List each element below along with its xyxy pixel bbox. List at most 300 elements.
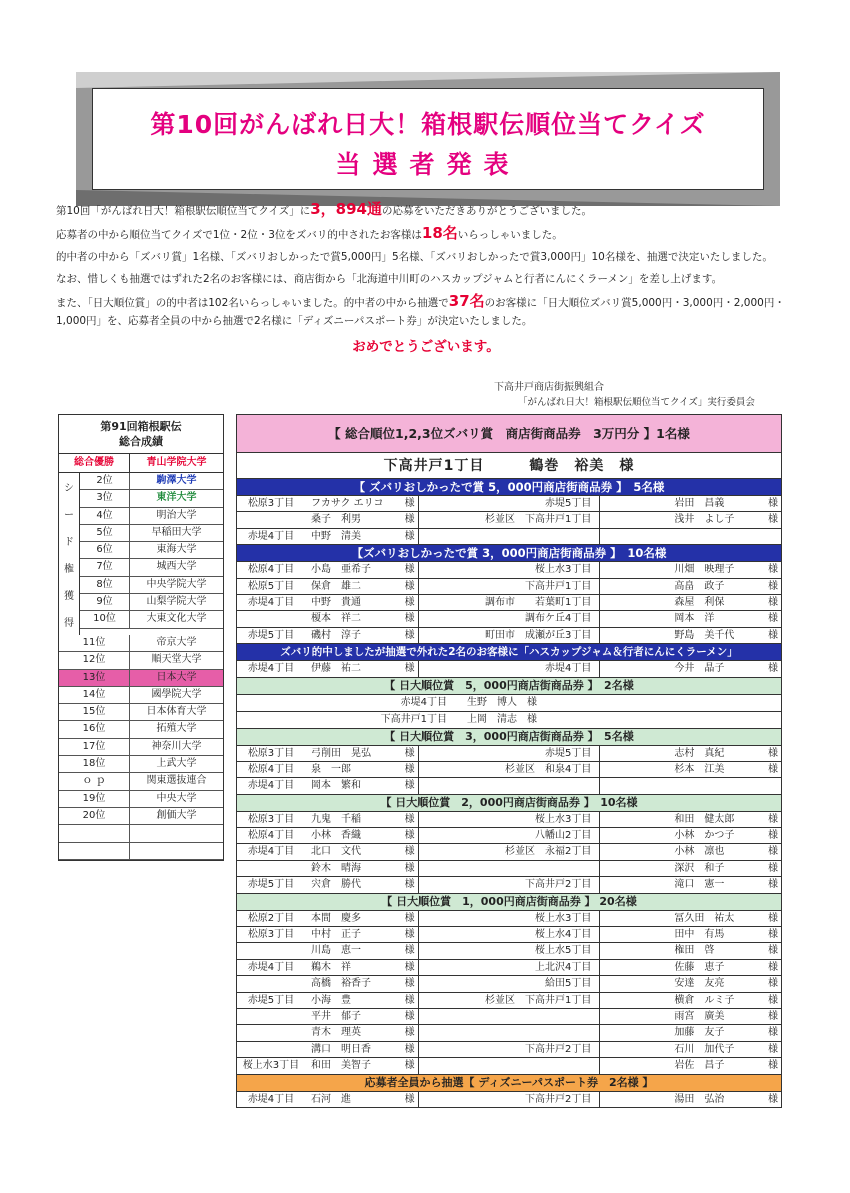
winner-area: 松原5丁目 [247,580,295,592]
winner-cell [237,762,419,777]
winner-area [237,943,305,958]
standings-row [59,773,223,790]
standings-place: 8位 [80,577,130,593]
winner-cell [600,911,781,926]
winner-area: 赤堤5丁目 [544,498,592,509]
winner-cell [419,1025,601,1040]
winner-row [237,511,781,527]
winner-area: 給田5丁目 [544,978,592,990]
grand-prize-winner: 下高井戸1丁目 鶴巻 裕美 様 [237,452,781,478]
standings-team: 早稲田大学 [151,526,202,538]
standings-seed-block [59,473,223,635]
winner-name: 宍倉 勝代 [311,879,361,891]
winner-cell [600,1092,781,1107]
standings-place: 9位 [80,594,130,610]
standings-row [80,594,223,611]
winner-name: 中野 貴通 [311,596,361,608]
winner-area: 桜上水3丁目 [534,912,592,924]
winner-row [237,926,781,942]
winner-area: 松原3丁目 [247,747,295,759]
winner-cell [237,1092,419,1107]
winner-area [600,828,668,843]
standings-place: 5位 [80,525,130,541]
standings-row [59,652,223,669]
winner-row [237,1041,781,1057]
winner-name: 杉本 江美 [674,763,725,775]
winner-honorific [765,778,781,793]
winner-area: 桜上水5丁目 [534,945,592,957]
standings-row [59,756,223,773]
winner-honorific: 様 [404,780,415,792]
winner-honorific: 様 [404,763,415,775]
winner-name: 岡本 洋 [674,613,715,625]
standings-team: 東海大学 [156,544,197,556]
page-title: 第10回がんばれ日大！箱根駅伝順位当てクイズ [150,110,706,139]
standings-row [59,704,223,721]
intro-p2-a: 応募者の中から順位当てクイズで1位・2位・3位をズバリ的中されたお客様は [56,229,422,241]
winner-area [237,861,305,876]
winner-area [600,762,668,777]
intro-p1-b: の応募をいただきありがとうございました。 [381,205,592,217]
winner-name: 高畠 政子 [674,580,725,592]
winner-honorific: 様 [404,813,415,825]
standings-champion-row [59,454,223,473]
winner-honorific: 様 [404,747,415,759]
winner-row [237,975,781,991]
winner-honorific: 様 [768,1027,779,1039]
winner-area [600,529,668,544]
winner-cell [600,778,781,793]
winner-row [237,578,781,594]
standings-place [59,843,130,859]
winner-cell [419,844,601,859]
winner-name: 冨久田 祐太 [674,912,735,924]
winner-name: 生野 博人 様 [467,696,537,708]
winner-row [237,942,781,958]
winner-honorific: 様 [404,580,415,592]
winner-name: 滝口 憲一 [674,879,725,891]
winner-row [237,1024,781,1040]
intro-p1 [56,200,796,220]
winner-cell [600,746,781,761]
winner-name: 岩田 昌義 [674,498,725,509]
winner-cell [237,1025,419,1040]
winner-cell [237,496,419,511]
winner-honorific: 様 [768,1060,779,1072]
winner-area: 下高井戸1丁目 [524,580,592,592]
winner-area: 杉並区 和泉4丁目 [504,763,592,775]
winner-cell [600,529,781,544]
intro-p1-a: 第10回「がんばれ日大！箱根駅伝順位当てクイズ」に [56,205,311,217]
standings-row [59,721,223,738]
standings-team: 日本大学 [156,671,197,683]
winner-area: 調布ケ丘4丁目 [524,613,592,625]
winner-area [419,1058,600,1073]
winner-cell [237,661,419,676]
winner-name: 泉 一郎 [311,763,351,775]
winner-area: 松原4丁目 [247,830,295,842]
winner-area [600,993,668,1008]
standings-team: 國學院大学 [151,688,202,700]
winner-honorific: 様 [768,613,779,625]
winner-area: 赤堤4丁目 [247,846,295,858]
winner-area: 杉並区 永福2丁目 [504,846,592,858]
standings-team: 中央学院大学 [146,578,207,590]
winner-name: 小島 亜希子 [311,564,371,576]
winner-area [600,512,668,527]
winner-honorific: 様 [768,994,779,1006]
winner-area [419,1025,600,1040]
winner-name: 雨宮 廣美 [674,1010,725,1022]
winner-area: 松原3丁目 [247,929,295,941]
winner-cell [237,562,419,577]
winner-honorific: 様 [404,1010,415,1022]
exact-count: 18名 [421,224,458,242]
winner-honorific: 様 [404,564,415,576]
winner-name: 中村 正子 [311,929,361,941]
standings-team: 東洋大学 [156,492,197,504]
winner-cell [237,595,419,610]
winner-area [600,1058,668,1073]
standings-subtitle: 総合成績 [119,435,163,448]
standings-other-list [59,635,223,860]
winner-area: 調布市 若葉町1丁目 [484,596,592,608]
winner-cell [237,844,419,859]
standings-place: 15位 [59,704,130,720]
winner-cell [600,1025,781,1040]
winner-name: 和田 美智子 [311,1060,371,1072]
winner-name: 野島 美千代 [674,629,735,641]
winner-area: 下高井戸2丁目 [524,1043,592,1055]
winner-name: 平井 郁子 [311,1010,361,1022]
standings-row [80,490,223,507]
winner-cell [237,943,419,958]
winner-cell [419,812,601,827]
winner-area: 赤堤5丁目 [247,879,295,891]
prize-section-header: 【 日大順位賞 2，000円商店街商品券 】 10名様 [237,794,781,811]
standings-row [80,611,223,628]
winner-honorific: 様 [404,846,415,858]
winner-honorific: 様 [768,945,779,957]
prize-sections [237,478,781,1107]
winner-name: 小林 香織 [311,830,361,842]
standings-place: 2位 [80,473,130,489]
standings-team: 大東文化大学 [146,613,207,625]
winner-honorific: 様 [404,629,415,641]
winner-area [600,844,668,859]
winner-area [600,861,668,876]
winner-cell [600,861,781,876]
winner-area: 町田市 成瀬が丘3丁目 [484,629,592,641]
winner-cell [237,512,419,527]
winner-area: 赤堤4丁目 [247,961,295,973]
intro-p5 [56,292,796,330]
winner-row [237,860,781,876]
winner-area [237,611,305,626]
seed-label [59,473,80,635]
standings-place: 10位 [80,611,130,627]
intro-p5-a: また、「日大順位賞」の的中者は102名いらっしゃいました。的中者の中から抽選で [56,297,449,309]
seed-list [80,473,223,635]
seed-char: 獲 [64,591,74,602]
winner-cell [600,943,781,958]
winner-cell [600,844,781,859]
standings-place: 18位 [59,756,130,772]
winner-cell [419,512,601,527]
winner-honorific: 様 [768,912,779,924]
winner-honorific: 様 [768,580,779,592]
winner-name: 石河 進 [311,1093,351,1105]
winner-name: 湯田 弘治 [674,1093,725,1105]
winner-area: 上北沢4丁目 [534,961,592,973]
winner-area: 杉並区 下高井戸1丁目 [484,514,592,526]
winner-area [600,1009,668,1024]
winner-area: 桜上水3丁目 [534,564,592,576]
winner-area: 赤堤4丁目 [400,696,447,708]
winner-honorific: 様 [768,763,779,775]
winner-name: 桑子 利男 [311,514,361,526]
standings-team: 上武大学 [156,758,197,770]
winner-honorific: 様 [404,1043,415,1055]
winner-honorific: 様 [768,1043,779,1055]
winner-cell [419,628,601,643]
seed-char: シ [64,483,74,494]
standings-place: 13位 [59,670,130,686]
winner-name: 榎本 祥二 [311,613,361,625]
winner-cell [600,762,781,777]
winner-area [600,496,668,511]
standings-place: 12位 [59,652,130,668]
winner-name: 加藤 友子 [674,1027,725,1039]
intro-p2-b: いらっしゃいました。 [457,229,563,241]
winner-cell [237,911,419,926]
intro-text [56,200,796,356]
winner-row [237,843,781,859]
winner-cell [237,529,419,544]
winner-cell [600,960,781,975]
winner-area [600,943,668,958]
winner-honorific: 様 [404,1093,415,1105]
winner-name: 和田 健太郎 [674,813,735,825]
winner-area: 八幡山2丁目 [534,830,592,842]
winner-name: 田中 有馬 [674,929,725,941]
winner-name: フカサク エリコ [311,498,384,509]
winner-cell [419,529,601,544]
congrats-text: おめでとうございます。 [352,339,500,355]
winner-row [237,811,781,827]
winner-honorific: 様 [768,813,779,825]
winner-cell [419,562,601,577]
intro-p5-b: のお客様に「日大順位ズバリ賞5,000円・3,000円・2,000円・1,000円」を、応募者全員の中から抽選で2名様に「ディズニーパスポート券」が決定いたしました。 [56,297,785,327]
page-subtitle: 当選者発表 [335,150,521,179]
standings-place: 6位 [80,542,130,558]
winner-cell [419,1009,601,1024]
winner-name: 磯村 淳子 [311,629,361,641]
winner-name: 横倉 ルミ子 [674,994,735,1006]
standings-row [59,791,223,808]
winner-cell [237,927,419,942]
winner-area: 桜上水4丁目 [534,929,592,941]
winner-cell [419,1042,601,1057]
winner-area [600,812,668,827]
standings-team: 帝京大学 [156,637,197,648]
winner-cell [600,877,781,892]
winner-cell [600,812,781,827]
winner-area [419,1009,600,1024]
winner-cell [237,877,419,892]
winner-name: 森屋 利保 [674,596,725,608]
winner-cell [237,1042,419,1057]
winner-cell [237,976,419,991]
winner-area: 下高井戸2丁目 [524,879,592,891]
winner-area [600,628,668,643]
winner-honorific: 様 [768,830,779,842]
standings-row [80,559,223,576]
winner-cell [419,1058,601,1073]
winner-area [600,960,668,975]
winner-area [419,861,600,876]
intro-p3: 的中者の中から「ズバリ賞」1名様、「ズバリおしかったで賞5,000円」5名様、「ズバリおしかったで賞3,000円」10名様を、抽選で決定いたしました。 [56,251,773,263]
champion-team: 青山学院大学 [146,457,207,468]
seed-char: ー [64,510,74,521]
winner-area [600,579,668,594]
standings-place: ｏ ｐ [59,773,130,789]
winner-honorific: 様 [404,961,415,973]
standings-row [59,843,223,860]
winner-cell [600,993,781,1008]
standings-team: 山梨学院大学 [146,596,207,608]
winner-area: 赤堤5丁目 [247,629,295,641]
winner-honorific: 様 [404,978,415,990]
winner-honorific: 様 [768,629,779,641]
winner-honorific: 様 [404,1060,415,1072]
winner-area [237,1042,305,1057]
winner-cell [237,993,419,1008]
winner-cell [600,579,781,594]
winner-name: 鈴木 晴海 [311,862,361,874]
standings-row [59,635,223,652]
winner-row [237,627,781,643]
winner-cell [419,611,601,626]
standings-place: 11位 [59,635,130,651]
standings-team [130,825,223,841]
winner-honorific: 様 [404,994,415,1006]
nichidai-winner-count: 37名 [448,292,485,310]
winner-cell [419,579,601,594]
winner-area [600,1042,668,1057]
winner-cell [237,1058,419,1073]
winner-area: 赤堤4丁目 [247,596,295,608]
prize-section-header: 応募者全員から抽選【 ディズニーパスポート券 2名様 】 [237,1074,781,1091]
winner-row [237,959,781,975]
winner-area [237,976,305,991]
champion-label: 総合優勝 [59,454,130,472]
winner-honorific: 様 [404,498,415,509]
winner-row [237,660,781,676]
winner-name: 伊藤 祐二 [311,663,361,675]
winner-cell [419,877,601,892]
standings-place: 17位 [59,739,130,755]
winner-name: 北口 文代 [311,846,361,858]
winner-row [237,1057,781,1073]
winner-row [237,1008,781,1024]
winner-area [600,595,668,610]
winner-name: 権田 啓 [674,945,715,957]
winner-name: 石川 加代子 [674,1043,735,1055]
winner-row [237,1091,781,1107]
winner-name: 川島 恵一 [311,945,361,957]
winner-cell [237,812,419,827]
winner-honorific: 様 [404,613,415,625]
winner-name: 佐藤 恵子 [674,961,725,973]
winner-cell [419,595,601,610]
winner-area: 赤堤5丁目 [544,747,592,759]
standings-place: 19位 [59,791,130,807]
winner-cell [600,628,781,643]
winner-area [600,611,668,626]
winner-area: 桜上水3丁目 [534,813,592,825]
winner-name: 岡本 繁和 [311,780,361,792]
winner-name: 深沢 和子 [674,862,725,874]
organizer-line2: 「がんばれ日大！箱根駅伝順位当てクイズ」実行委員会 [518,397,755,408]
standings-row [59,825,223,842]
winner-cell [600,512,781,527]
winner-cell [237,778,419,793]
winner-name: 青木 理英 [311,1027,361,1039]
winner-honorific: 様 [768,961,779,973]
winner-honorific: 様 [404,530,415,542]
winner-cell [419,746,601,761]
winner-cell [600,976,781,991]
winner-area [237,1009,305,1024]
standings-team: 中央大学 [156,792,197,804]
winner-cell [600,661,781,676]
standings-team: 日本体育大学 [146,706,207,718]
standings-place: 14位 [59,687,130,703]
winner-area: 赤堤5丁目 [247,994,295,1006]
winner-row [237,561,781,577]
winner-area: 赤堤4丁目 [247,1093,295,1105]
winner-cell [419,960,601,975]
winner-name: 上岡 清志 様 [467,713,537,725]
standings-row [59,739,223,756]
organizer-line1: 下高井戸商店街振興組合 [494,382,604,393]
winner-area [237,1025,305,1040]
winner-cell [600,927,781,942]
winner-honorific: 様 [768,596,779,608]
standings-row [59,687,223,704]
winner-cell [419,911,601,926]
standings-team [130,843,223,859]
entry-count: 3，894通 [310,200,382,218]
winner-row [237,992,781,1008]
winner-cell [419,828,601,843]
winner-row [237,777,781,793]
seed-char: 得 [64,618,74,629]
winner-area: 下高井戸1丁目 [380,713,447,725]
winner-cell [419,496,601,511]
winner-row [237,495,781,511]
winner-name: 鵜木 祥 [311,961,351,973]
winner-row [237,528,781,544]
winner-honorific: 様 [768,978,779,990]
winner-area [600,661,668,676]
prize-section-header: 【 日大順位賞 3，000円商店街商品券 】 5名様 [237,728,781,745]
winner-row [237,745,781,761]
winner-area: 松原3丁目 [247,498,295,509]
winner-name: 今井 晶子 [674,663,725,675]
winner-name [668,529,765,544]
